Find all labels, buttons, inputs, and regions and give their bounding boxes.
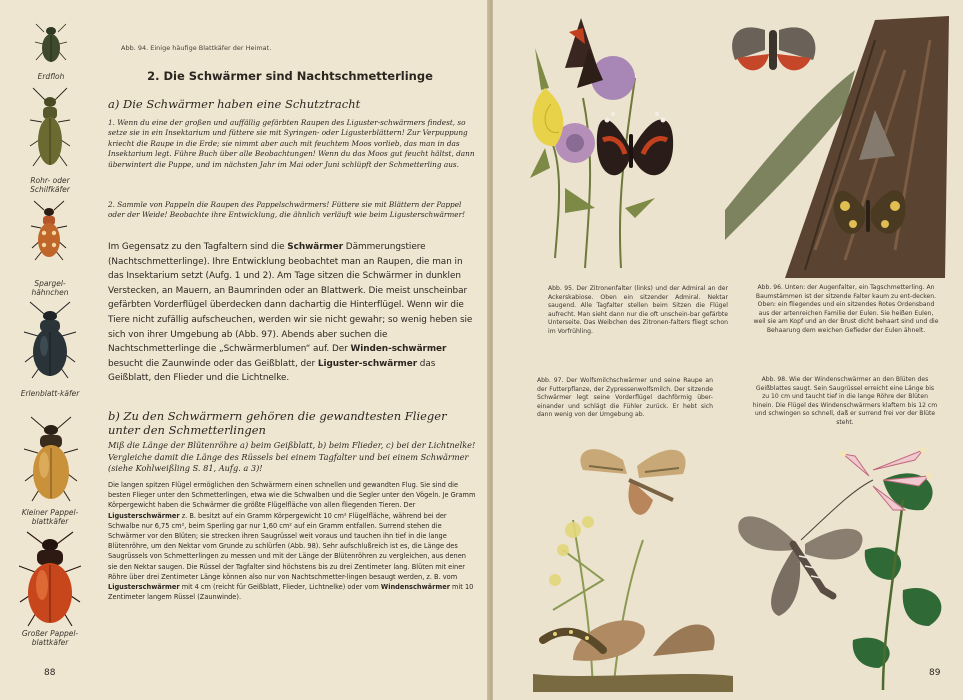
beetle-grosser-pappelblattkaefer-illustration [16,530,84,630]
beetle-label-spargelhaehnchen: Spargel-hähnchen [31,279,69,297]
beetle-spargelhaehnchen-illustration [29,200,69,262]
figure-caption-96: Abb. 96. Unten: der Augenfalter, ein Tagschmetterling. An Baumstämmen ist der sitzende Falter kaum zu ent-decken. Oben: ein fliegendes und ein sitzendes Rotes Ordensband aus der artenreichen Familie der Eulen. Sie heißen Eulen, weil sie am Kopf und an der Brust dicht behaart sind und die Behaarung dem weichen Gefieder der Eulen ähnelt. [753,284,939,334]
beetle-label-kleiner-pappelblattkaefer: Kleiner Pappel-blattkäfer [21,508,79,526]
beetle-label-grosser-pappelblattkaefer: Großer Pappel-blattkäfer [21,629,79,647]
figure-97-spurge-hawkmoth-illustration [533,430,733,692]
task-1: 1. Wenn du eine der großen und auffällig gefärbten Raupen des Liguster-schwärmers findest, so setze sie in ein Insektarium und füttere sie mit Syringen- oder Ligusterblättern! Zur Verpuppung kriecht die Raupe in die Erde; sie nimmt aber auch mit feuchtem Moos vorlieb, das man in das Insektarium legt. Führe Buch über alle Beobachtungen! Wenn du das Moos gut feucht hältst, dann überwintert die Puppe, und im nächsten Jahr im Mai oder Juni schlüpft der Schmetterling aus. [108,118,475,169]
page-number-right: 89 [929,668,941,678]
beetle-erlenblattkaefer-illustration [22,300,78,380]
beetle-label-erlenblattkaefer: Erlenblatt-käfer [20,389,80,398]
figure-caption-94: Abb. 94. Einige häufige Blattkäfer der Heimat. [121,44,272,52]
beetle-kleiner-pappelblattkaefer-illustration [22,415,80,505]
chapter-heading: 2. Die Schwärmer sind Nachtschmetterlinge [147,69,433,83]
beetle-label-schilfkaefer: Rohr- oder Schilfkäfer [30,176,70,194]
beetle-schilfkaefer-illustration [27,86,73,176]
body-paragraph-2: Die langen spitzen Flügel ermöglichen den Schwärmern einen schnellen und gewandten Flug. Sie sind die besten Flieger unter den Schmetterlingen, etwa wie die Schwalben und die Segler unter den Vögeln. Je Gramm Körpergewicht haben die Schwärmer die größte Flügelfläche von allen fliegenden Tieren. Der Ligusterschwärmer z. B. besitzt auf ein Gramm Körpergewicht 10 cm² Flügelfläche, während bei der Schwalbe nur 6,75 cm², beim Sperling gar nur 1,60 cm² auf ein Gramm entfallen. Surrend stehen die Schwärmer vor den Blüten; sie strecken ihren Saugrüssel weit voraus und tauchen ihn tief in die lange Blütenröhre, um den Nektar vom Grunde zu schlürfen (Abb. 98). Sehr aufschlußreich ist es, die Länge des Saugrüssels von Schmetterlingen zu messen und mit der Länge der Blütenröhren zu vergleichen, aus denen sie den Nektar saugen. Die Rüssel der Tagfalter sind höchstens bis zu drei Zentimeter lang. Blüten mit einer Röhre über drei Zentimeter Länge können also nur von Nachtschmetter-lingen besaugt werden, z. B. vom Ligusterschwärmer mit 4 cm (reicht für Geißblatt, Flieder, Lichtnelke) oder vom Windenschwärmer mit 10 Zentimeter langem Rüssel (Zaunwinde). [108,481,476,602]
subheading-b: b) Zu den Schwärmern gehören die gewandtesten Flieger unter den Schmetterlingen [108,409,447,437]
page-number-left: 88 [44,668,56,678]
task-2: 2. Sammle von Pappeln die Raupen des Pappelschwärmers! Füttere sie mit Blättern der Pappel oder der Weide! Beobachte ihre Entwicklung, die ähnlich verläuft wie beim Ligusterschwärmer! [108,200,465,220]
beetle-erdfloh-illustration [34,18,68,68]
task-3: Miß die Länge der Blütenröhre a) beim Geißblatt, b) beim Flieder, c) bei der Lichtnelke! Vergleiche damit die Länge des Rüssels bei einem Tagfalter und bei einem Schwärmer (siehe Kohlweißling S. 81, Aufg. a 3)! [108,440,476,474]
figure-95-butterflies-illustration [525,8,721,270]
figure-98-convolvulus-hawkmoth-illustration [733,440,959,690]
figure-96-tree-trunk-illustration [725,10,957,278]
beetle-label-erdfloh: Erdfloh [37,72,65,81]
figure-caption-95: Abb. 95. Der Zitronenfalter (links) und der Admiral an der Ackerskabiose. Oben ein sitzender Admiral. Nektar saugend. Alle Tagfalter stellen beim Sitzen die Flügel aufrecht. Man sieht dann nur die oft unschein-bar gefärbte Unterseite. Das Weibchen des Zitronen-falters fliegt schon im Vorfrühling. [548,285,728,335]
figure-caption-98: Abb. 98. Wie der Windenschwärmer an den Blüten des Geißblattes saugt. Sein Saugrüssel erreicht eine Länge bis zu 10 cm und taucht tief in die lange Röhre der Blüten hinein. Die Flügel des Windenschwärmers klaftern bis 12 cm und schwingen so schnell, daß er surrend frei vor der Blüte steht. [752,376,938,426]
figure-caption-97: Abb. 97. Der Wolfsmilchschwärmer und seine Raupe an der Futterpflanze, der Zypressenwolfsmilch. Der sitzende Schwärmer legt seine Vorderflügel dachförmig über-einander und schlägt die Fühler zurück. Er hebt sich dann wenig von der Umgebung ab. [537,377,713,419]
right-page [493,0,963,700]
body-paragraph-1: Im Gegensatz zu den Tagfaltern sind die Schwärmer Dämmerungstiere (Nachtschmetterlinge). Ihre Entwicklung beobachtet man an Raupen, die man in das Insektarium setzt (Aufg. 1 und 2). Am Tage sitzen die Schwärmer in dunklen Verstecken, an Mauern, an Baumrinden oder an Blattwerk. Die meist unscheinbar gefärbten Vorderflügel überdecken dann dachartig die Hinterflügel. Wenn wir die Tiere nicht zufällig aufscheuchen, werden wir sie nicht gewahr; so wenig heben sie sich von ihrer Umgebung ab (Abb. 97). Abends aber suchen die Nachtschmetterlinge die „Schwärmerblumen“ auf. Der Winden-schwärmer besucht die Zaunwinde oder das Geißblatt, der Liguster-schwärmer das Geißblatt, den Flieder und die Lichtnelke. [108,242,473,384]
subheading-a: a) Die Schwärmer haben eine Schutztracht [108,97,361,111]
